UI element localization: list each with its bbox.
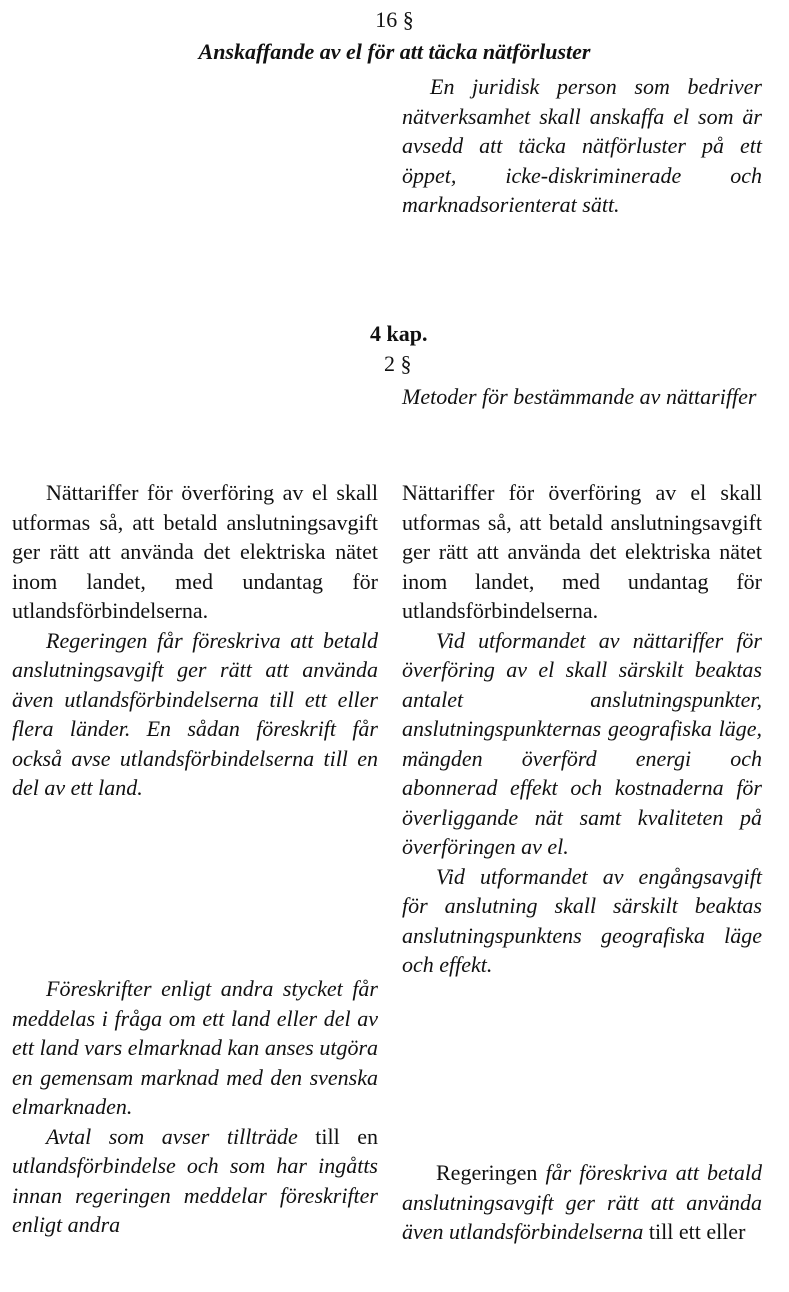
section-16-title: Anskaffande av el för att täcka nätförluster — [198, 39, 591, 64]
chapter-4-title-text: Metoder för bestämmande av nättariffer — [402, 384, 757, 409]
right-column — [402, 478, 762, 980]
right-paragraph-1: Nättariffer för överföring av el skall utformas så, att betald anslutningsavgift ger rätt att använda det elektriska nätet inom landet, med undantag för utlandsförbindelserna. — [402, 480, 762, 623]
section-16-number: 16 § — [375, 7, 414, 32]
left-column-lower — [12, 974, 378, 1240]
right-paragraph-4 — [402, 1158, 762, 1247]
left-paragraph-3: Föreskrifter enligt andra stycket får meddelas i fråga om ett land eller del av ett land vars elmarknad kan anses utgöra en gemensam marknad med den svenska elmarknaden. — [12, 976, 378, 1119]
left-paragraph-4 — [12, 1122, 378, 1240]
section-16-paragraph: En juridisk person som bedriver nätverksamhet skall anskaffa el som är avsedd att täcka nätförluster på ett öppet, icke-diskriminerade och marknadsorienterat sätt. — [402, 74, 762, 217]
left-paragraph-4-italic: Avtal som avser tillträde — [46, 1123, 298, 1149]
chapter-4-label: 4 kap. — [370, 321, 428, 346]
left-column — [12, 478, 378, 803]
right-paragraph-4-roman-2: till ett eller — [643, 1219, 746, 1244]
left-paragraph-1: Nättariffer för överföring av el skall utformas så, att betald anslutningsavgift ger rätt att använda det elektriska nätet inom landet, med undantag för utlandsförbindelserna. — [12, 480, 378, 623]
section-16-text — [402, 72, 762, 220]
right-paragraph-4-italic: får föreskriva att betald anslutningsavgift ger rätt att använda även utlandsförbindelserna — [402, 1160, 762, 1244]
right-paragraph-3: Vid utformandet av engångsavgift för anslutning skall särskilt beaktas anslutningspunktens geografiska läge och effekt. — [402, 863, 762, 977]
right-paragraph-4-roman: Regeringen — [436, 1160, 546, 1185]
left-paragraph-2: Regeringen får föreskriva att betald anslutningsavgift ger rätt att använda även utlandsförbindelserna till ett eller flera länder. En sådan föreskrift får också avse utlandsförbindelserna till en del av ett land. — [12, 627, 378, 800]
chapter-4-section-number: 2 § — [384, 351, 412, 376]
chapter-4-section-title — [402, 382, 762, 412]
left-paragraph-4-italic-2: utlandsförbindelse och som har ingåtts innan regeringen meddelar föreskrifter enligt andra — [12, 1153, 378, 1237]
left-paragraph-4-roman: till en — [297, 1123, 378, 1149]
right-paragraph-2: Vid utformandet av nättariffer för överföring av el skall särskilt beaktas antalet anslutningspunkter, anslutningspunkternas geografiska läge, mängden överförd energi och abonnerad effekt och kostnaderna för överliggande nät samt kvaliteten på överföringen av el. — [402, 627, 762, 859]
right-column-lower — [402, 1158, 762, 1247]
